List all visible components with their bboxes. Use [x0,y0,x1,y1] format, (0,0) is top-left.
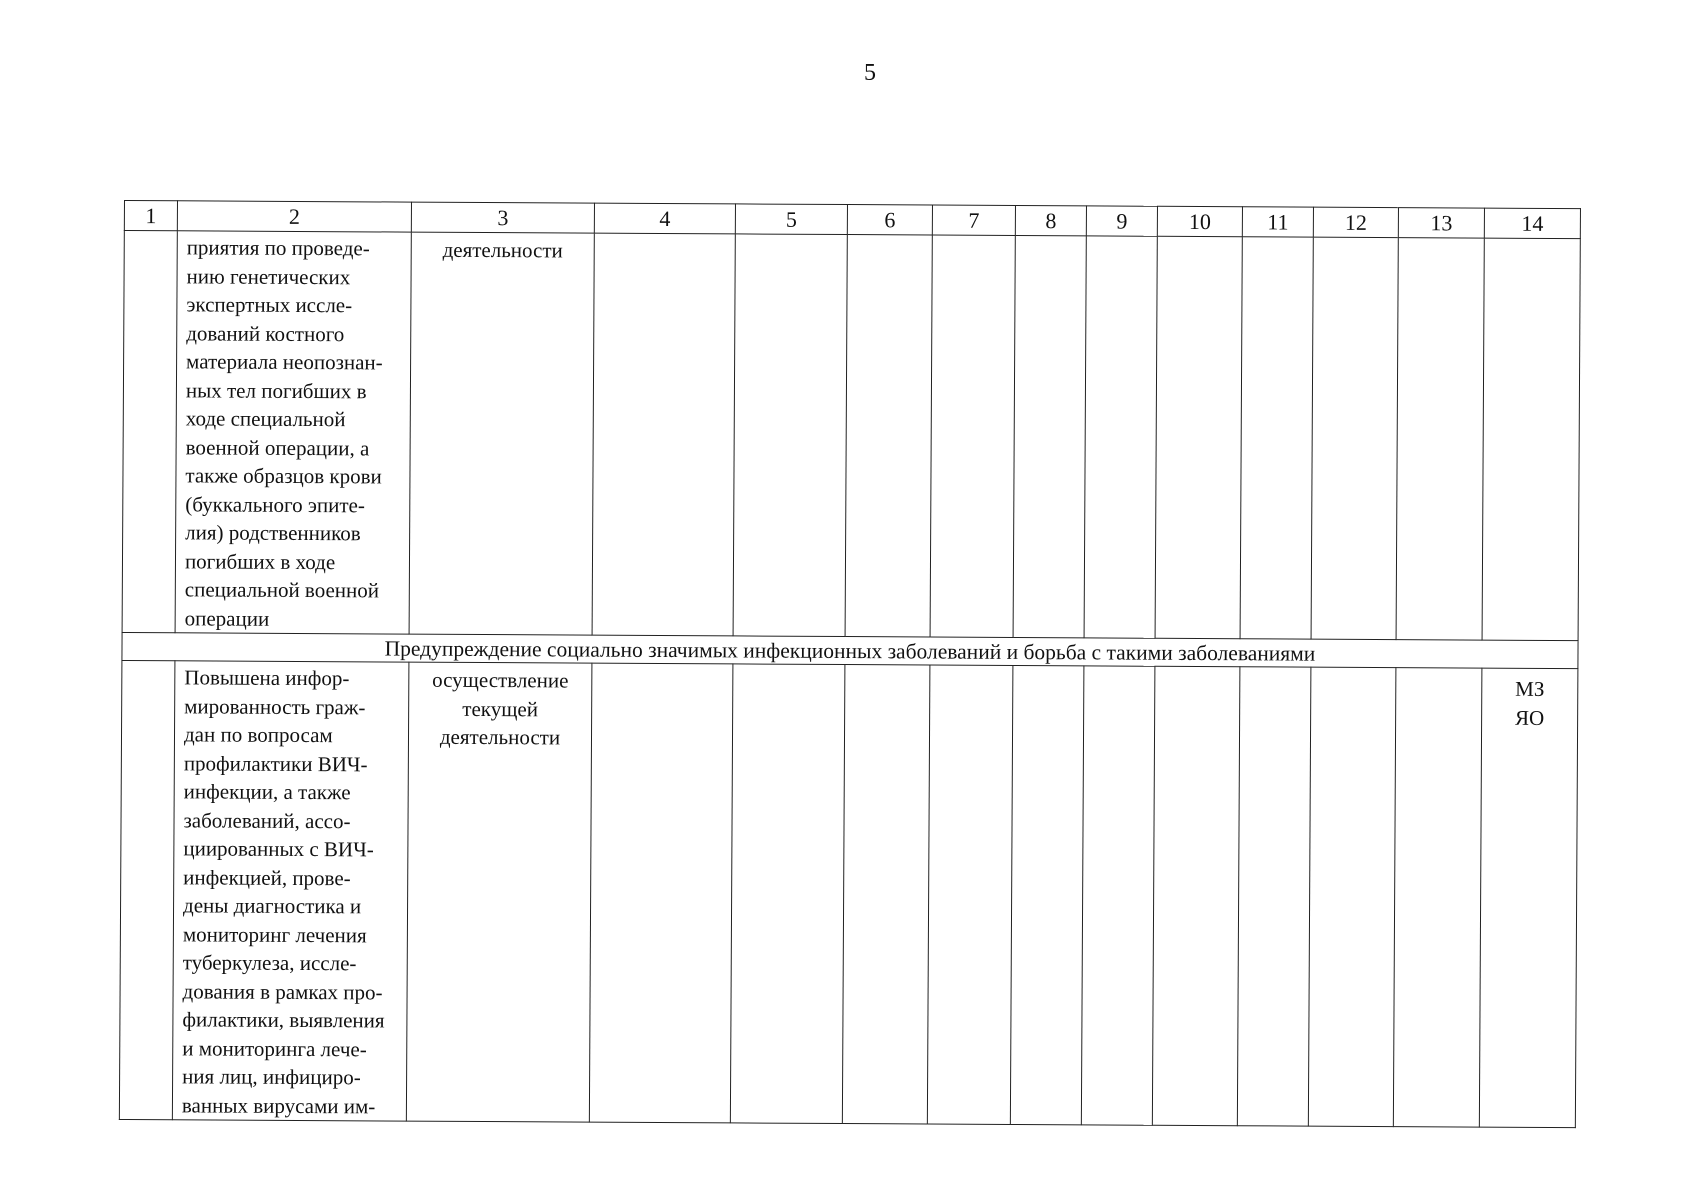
header-cell: 4 [594,203,735,234]
table-cell [845,235,932,637]
cell-text-block [173,661,409,1120]
header-cell: 7 [932,205,1015,235]
text-line: лия) родственников [185,520,361,546]
text-line: также образцов крови [185,463,382,489]
text-line: мированность граж- [184,693,366,719]
header-cell: 9 [1086,206,1157,236]
text-line: циированных с ВИЧ- [183,836,374,862]
table-cell [406,662,592,1122]
text-line: и мониторинга лече- [182,1035,367,1061]
table-cell [1482,238,1580,641]
table-cell [1013,235,1086,637]
cell-text-block [1482,669,1577,733]
table-cell [119,660,175,1119]
text-line: ЯО [1514,705,1545,730]
text-line: текущей [462,696,539,721]
text-line: Повышена инфор- [184,665,350,691]
text-line: профилактики ВИЧ- [183,750,368,776]
table-cell [1396,238,1484,640]
table-cell [930,235,1015,637]
table-cell [842,665,930,1124]
text-line: экспертных иссле- [186,292,353,318]
text-line: дования в рамках про- [182,978,383,1004]
header-cell: 5 [735,204,847,235]
text-line: приятия по проведе- [186,235,370,261]
text-line: ходе специальной [185,406,346,432]
text-line: осуществление [432,667,569,693]
text-line: дан по вопросам [183,722,333,748]
text-line: заболеваний, ассо- [183,807,351,833]
header-cell: 3 [411,202,594,233]
text-line: деятельности [442,237,563,263]
cell-text-block [176,231,411,633]
table-cell [172,661,409,1121]
text-line: инфекцией, прове- [183,864,351,890]
header-cell: 2 [177,201,411,232]
table-cell [592,233,735,636]
text-line: инфекции, а также [183,779,351,805]
header-cell: 1 [124,201,177,231]
table-cell [122,231,177,633]
table-cell [927,665,1013,1124]
header-cell: 6 [847,205,932,235]
table-cell [589,663,733,1123]
table-cell [1393,668,1482,1127]
text-line: туберкулеза, иссле- [182,950,357,976]
text-line: военной операции, а [185,434,370,460]
cell-text-block [412,233,594,266]
text-line: специальной военной [184,577,380,603]
header-cell: 8 [1015,205,1086,235]
document-table [119,200,1581,1128]
table-cell [1240,237,1313,639]
text-line: ния лиц, инфициро- [182,1064,361,1090]
header-cell: 13 [1398,208,1484,238]
table-cell [730,664,845,1124]
cell-text-block [409,663,591,753]
text-line: нию генетических [186,263,351,289]
table-cell [1155,236,1242,638]
table-cell [409,232,594,635]
text-line: дований костного [186,320,345,346]
section-title: Предупреждение социально значимых инфекционных заболеваний и борьба с такими заболеваниями [122,632,1578,668]
page-number: 5 [864,60,876,86]
table-cell [1479,668,1578,1128]
text-line: дены диагностика и [182,893,362,919]
table-cell [175,231,411,634]
header-cell: 10 [1157,206,1242,236]
table-cell [1152,666,1240,1125]
text-line: ных тел погибших в [185,377,367,403]
text-line: ванных вирусами им- [181,1092,376,1118]
table-cell [1081,666,1155,1125]
text-line: филактики, выявления [182,1007,385,1033]
text-line: погибших в ходе [184,548,336,574]
table-cell [733,234,847,637]
text-line: материала неопознан- [186,349,383,375]
table-row [122,231,1580,641]
table-row [119,660,1578,1127]
header-cell: 11 [1242,207,1313,237]
header-cell: 14 [1484,208,1580,239]
text-line: мониторинг лечения [182,921,367,947]
table-cell [1308,667,1396,1126]
table-cell [1311,237,1398,639]
text-line: деятельности [439,724,561,750]
header-cell: 12 [1313,207,1398,237]
text-line: операции [184,605,270,631]
table-cell [1010,665,1084,1124]
table-cell [1237,667,1311,1126]
text-line: (буккального эпите- [185,491,365,517]
table-cell [1084,236,1157,638]
text-line: МЗ [1515,676,1545,701]
